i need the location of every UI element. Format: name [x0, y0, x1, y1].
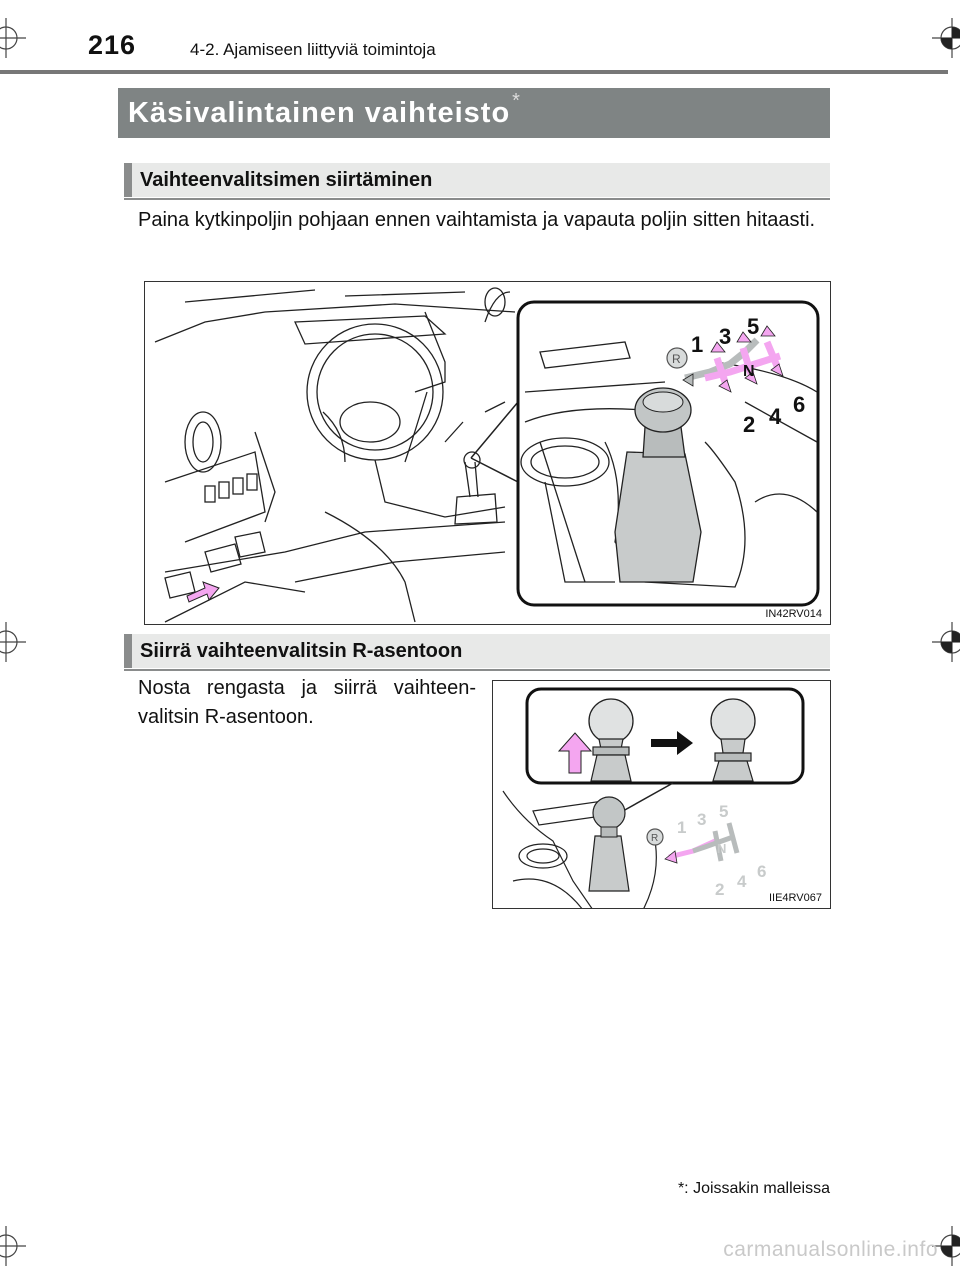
crop-mark-middle-left	[0, 622, 26, 662]
shift-pattern-diagram-2	[647, 802, 766, 899]
footnote-marker: *	[677, 1180, 685, 1197]
figure-code-1: IN42RV014	[765, 608, 822, 620]
cockpit-illustration	[145, 282, 831, 625]
reverse-symbol-2: R	[651, 833, 659, 844]
reverse-shift-figure	[492, 680, 831, 909]
gear-label-1: 1	[691, 332, 704, 357]
header-rule	[0, 70, 948, 74]
footnote-text: : Joissakin malleissa	[684, 1180, 830, 1197]
main-title-bar	[118, 88, 830, 138]
gear-label-3-b: 3	[697, 810, 707, 829]
crop-mark-middle-right	[932, 622, 960, 662]
crop-mark-bottom-left	[0, 1226, 26, 1266]
header-section-title: 4-2. Ajamiseen liittyviä toimintoja	[190, 40, 436, 59]
gear-label-5: 5	[747, 314, 760, 339]
gear-label-6: 6	[793, 392, 806, 417]
gear-label-4: 4	[769, 404, 782, 429]
knob-inset-panel	[527, 689, 803, 783]
section-heading-bar-2	[124, 634, 830, 668]
gear-label-2: 2	[743, 412, 756, 437]
gear-label-1-b: 1	[677, 818, 687, 837]
footnote	[678, 1180, 830, 1198]
gear-label-2-b: 2	[715, 880, 725, 899]
gear-label-n-b: N	[717, 841, 727, 856]
section-2-body-text: Nosta rengasta ja siirrä vaihteen-valitsin R-asentoon.	[138, 677, 476, 728]
section-heading-bar-1	[124, 163, 830, 197]
clutch-pedal-arrow	[187, 582, 219, 602]
main-title: Käsivalintainen vaihteisto	[128, 96, 511, 129]
page-number: 216	[88, 30, 137, 60]
gear-label-4-b: 4	[737, 872, 747, 891]
gear-label-6-b: 6	[757, 862, 767, 881]
reverse-shift-illustration	[493, 681, 831, 909]
crop-mark-top-right	[932, 18, 960, 58]
section-1-body-text: Paina kytkinpoljin pohjaan ennen vaihtamista ja vapauta poljin sitten hitaasti.	[138, 209, 816, 231]
gear-label-5-b: 5	[719, 802, 729, 821]
main-title-asterisk: *	[512, 89, 520, 112]
gear-knob-small	[593, 797, 625, 829]
gear-label-3: 3	[719, 324, 732, 349]
gear-label-n: N	[743, 363, 755, 380]
figure-code-2: IIE4RV067	[768, 892, 822, 904]
section-heading-1: Vaihteenvalitsimen siirtäminen	[140, 168, 433, 191]
section-heading-2: Siirrä vaihteenvalitsin R-asentoon	[140, 639, 463, 662]
crop-mark-top-left	[0, 18, 26, 58]
watermark: carmanualsonline.info	[723, 1238, 938, 1261]
reverse-symbol-1: R	[672, 352, 681, 366]
shift-lever-figure	[144, 281, 831, 625]
